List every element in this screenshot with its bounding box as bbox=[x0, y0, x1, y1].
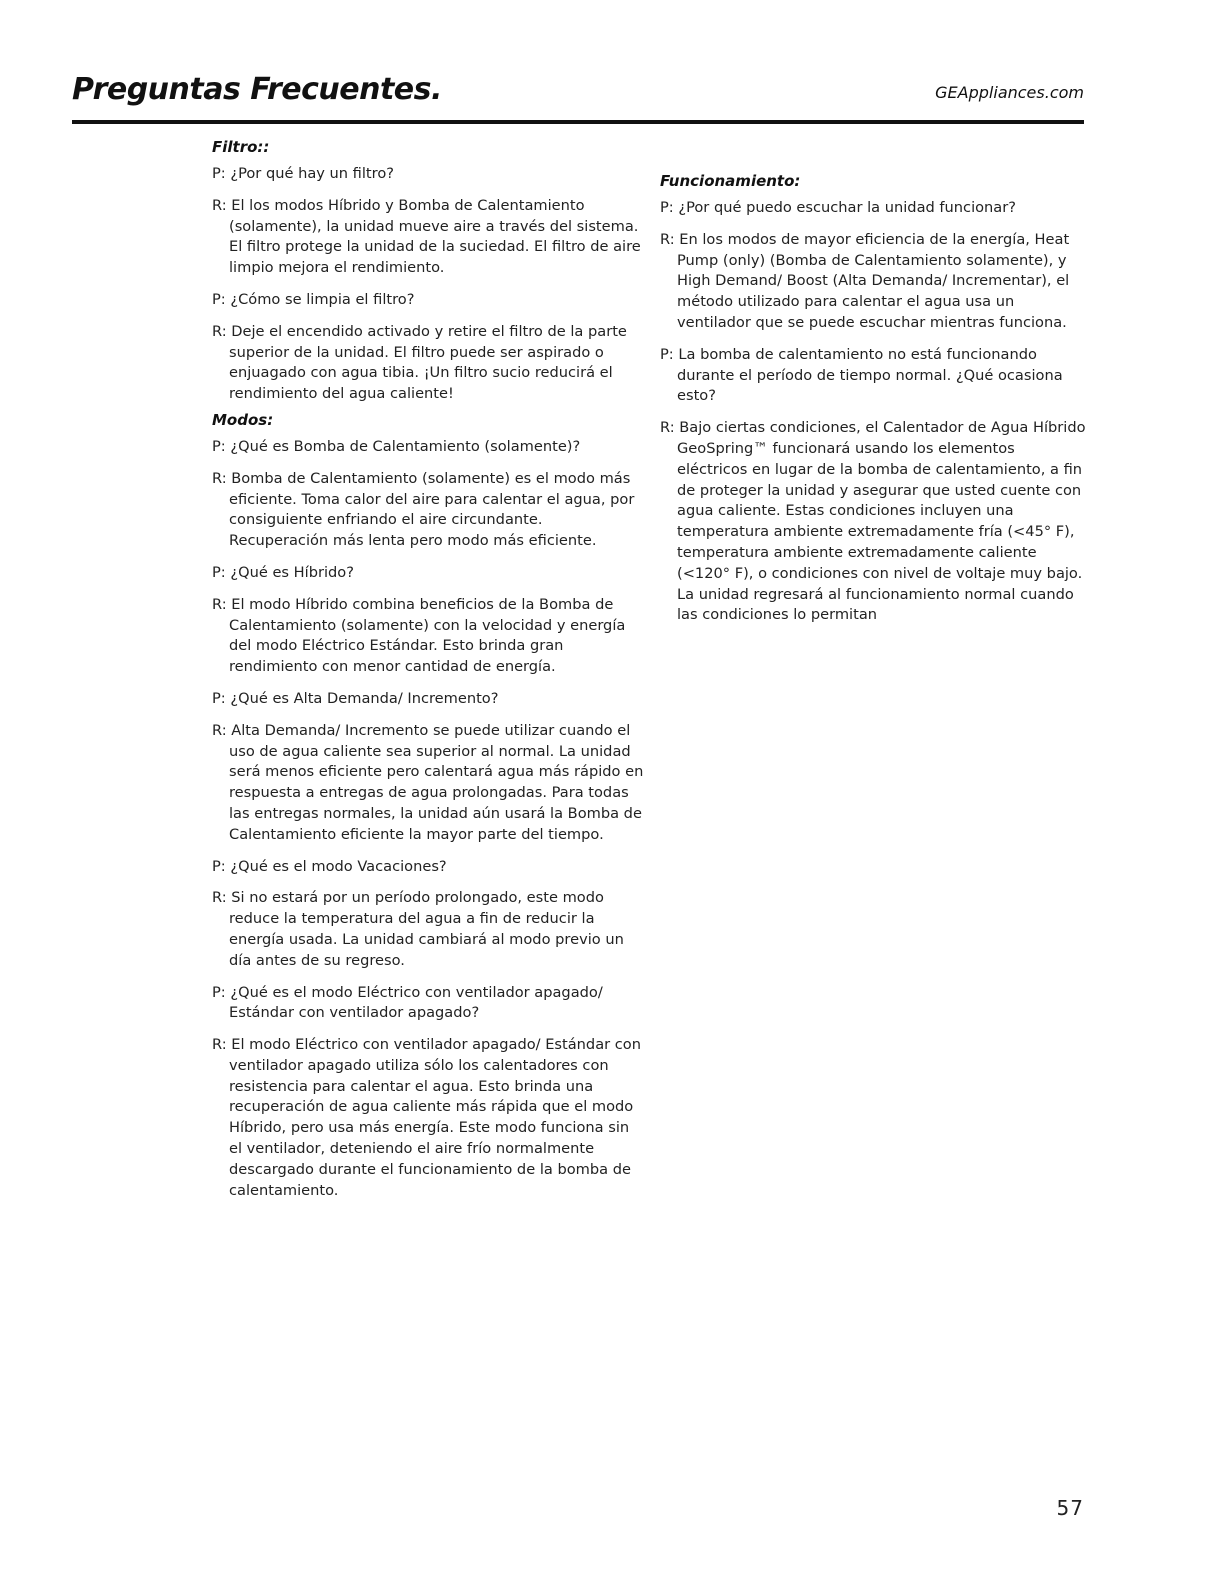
question: P: ¿Por qué puedo escuchar la unidad funcionar? bbox=[660, 199, 1016, 216]
answer: R: Alta Demanda/ Incremento se puede utilizar cuando el uso de agua caliente sea superior al normal. La unidad será menos eficiente pero calentará agua más rápido en respuesta a entregas de agua prolongadas. Para todas las entregas normales, la unidad aún usará la Bomba de Calentamiento eficiente la mayor parte del tiempo. bbox=[212, 721, 644, 843]
page-number: 57 bbox=[1056, 1496, 1084, 1520]
question: P: La bomba de calentamiento no está funcionando durante el período de tiempo normal. ¿Qué ocasiona esto? bbox=[660, 345, 1063, 405]
page-title: Preguntas Frecuentes. bbox=[72, 72, 442, 107]
funcionamiento-section bbox=[660, 170, 1088, 626]
left-column bbox=[212, 136, 644, 1212]
answer: R: El los modos Híbrido y Bomba de Calentamiento (solamente), la unidad mueve aire a través del sistema. El filtro protege la unidad de la suciedad. El filtro de aire limpio mejora el rendimiento. bbox=[212, 196, 641, 277]
question: P: ¿Qué es Bomba de Calentamiento (solamente)? bbox=[212, 437, 581, 455]
answer: R: El modo Eléctrico con ventilador apagado/ Estándar con ventilador apagado utiliza sólo los calentadores con resistencia para calentar el agua. Esto brinda una recuperación de agua caliente más rápida que el modo Híbrido, pero usa más energía. Este modo funciona sin el ventilador, deteniendo el aire frío normalmente descargado durante el funcionamiento de la bomba de calentamiento. bbox=[212, 1036, 641, 1199]
question: P: ¿Qué es el modo Eléctrico con ventilador apagado/ Estándar con ventilador apagado? bbox=[212, 983, 603, 1022]
answer: R: Bajo ciertas condiciones, el Calentador de Agua Híbrido GeoSpring™ funcionará usando los elementos eléctricos en lugar de la bomba de calentamiento, a fin de proteger la unidad y asegurar que usted cuente con agua caliente. Estas condiciones incluyen una temperatura ambiente extremadamente fría (<45° F), temperatura ambiente extremadamente caliente (<120° F), o condiciones con nivel de voltaje muy bajo. La unidad regresará al funcionamiento normal cuando las condiciones lo permitan bbox=[660, 419, 1086, 624]
section-heading-funcionamiento: Funcionamiento: bbox=[660, 172, 801, 190]
page-header bbox=[72, 70, 1084, 124]
question: P: ¿Cómo se limpia el filtro? bbox=[212, 290, 415, 308]
section-heading-filtro: Filtro:: bbox=[212, 138, 270, 156]
filtro-section bbox=[212, 136, 644, 405]
question: P: ¿Qué es Alta Demanda/ Incremento? bbox=[212, 689, 499, 707]
answer: R: Bomba de Calentamiento (solamente) es el modo más eficiente. Toma calor del aire para calentar el agua, por consiguiente enfriando el aire circundante. Recuperación más lenta pero modo más eficiente. bbox=[212, 469, 635, 550]
answer: R: Deje el encendido activado y retire el filtro de la parte superior de la unidad. El filtro puede ser aspirado o enjuagado con agua tibia. ¡Un filtro sucio reducirá el rendimiento del agua caliente! bbox=[212, 322, 627, 403]
question: P: ¿Por qué hay un filtro? bbox=[212, 165, 395, 182]
website-url: GEAppliances.com bbox=[935, 83, 1084, 102]
question: P: ¿Qué es el modo Vacaciones? bbox=[212, 857, 447, 875]
answer: R: El modo Híbrido combina beneficios de la Bomba de Calentamiento (solamente) con la velocidad y energía del modo Eléctrico Estándar. Esto brinda gran rendimiento con menor cantidad de energía. bbox=[212, 595, 626, 676]
right-column bbox=[660, 170, 1088, 637]
modos-section bbox=[212, 409, 644, 1202]
answer: R: Si no estará por un período prolongado, este modo reduce la temperatura del agua a fin de reducir la energía usada. La unidad cambiará al modo previo un día antes de su regreso. bbox=[212, 889, 624, 969]
answer: R: En los modos de mayor eficiencia de la energía, Heat Pump (only) (Bomba de Calentamiento solamente), y High Demand/ Boost (Alta Demanda/ Incrementar), el método utilizado para calentar el agua usa un ventilador que se puede escuchar mientras funciona. bbox=[660, 230, 1070, 331]
question: P: ¿Qué es Híbrido? bbox=[212, 563, 354, 581]
section-heading-modos: Modos: bbox=[212, 410, 274, 429]
